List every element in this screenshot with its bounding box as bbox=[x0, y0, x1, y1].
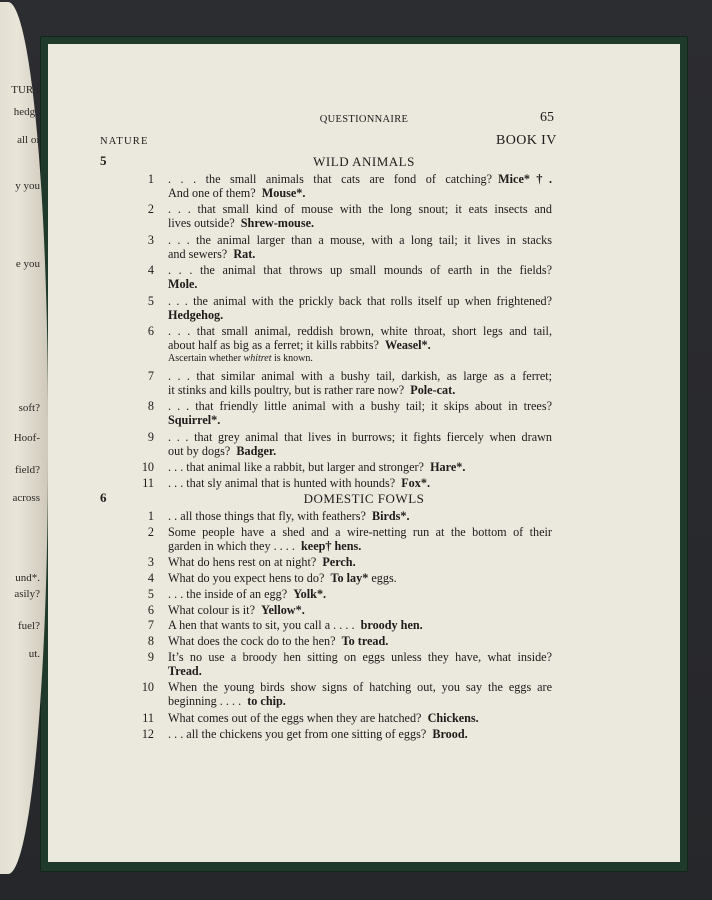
question-line: . . . that small animal, reddish brown, white throat, short legs and tail, bbox=[168, 324, 552, 338]
question-number: 5 bbox=[147, 586, 154, 601]
left-fragment: soft? bbox=[18, 402, 40, 414]
answer: Squirrel*. bbox=[168, 413, 221, 428]
question-line: beginning . . . . to chip. bbox=[168, 694, 286, 709]
answer: Pole-cat. bbox=[410, 383, 456, 397]
answer: Mole. bbox=[168, 277, 198, 292]
question-text bbox=[168, 263, 552, 291]
question-line: What does the cock do to the hen? To tread. bbox=[168, 634, 389, 649]
question-line: . . . the inside of an egg? Yolk*. bbox=[168, 586, 327, 601]
question-number: 6 bbox=[147, 602, 154, 617]
question-line: . . . the animal larger than a mouse, with a long tail; it lives in stacks bbox=[168, 232, 552, 247]
answer: Weasel*. bbox=[384, 338, 431, 352]
answer: Mouse*. bbox=[261, 186, 306, 200]
left-fragment: all or bbox=[17, 134, 40, 146]
question-number: 9 bbox=[147, 429, 154, 444]
left-fragment: field? bbox=[14, 464, 40, 476]
question-number: 1 bbox=[147, 509, 154, 523]
question-line: . . . the animal that throws up small mounds of earth in the fields? bbox=[168, 263, 552, 278]
left-fragment: und*. bbox=[15, 572, 40, 584]
question-number: 4 bbox=[147, 263, 154, 278]
question-text bbox=[168, 650, 552, 678]
left-fragment: across bbox=[12, 492, 40, 504]
question-number: 5 bbox=[147, 293, 154, 308]
question-text bbox=[168, 509, 552, 523]
book-page bbox=[48, 44, 680, 862]
question-number: 7 bbox=[147, 369, 154, 383]
question-line: And one of them? Mouse*. bbox=[168, 186, 306, 200]
left-fragment: Hoof- bbox=[13, 432, 40, 444]
answer: Yellow*. bbox=[261, 602, 305, 617]
question-line: . . all those things that fly, with feathers? Birds*. bbox=[168, 509, 410, 523]
section-title: DOMESTIC FOWLS bbox=[303, 491, 425, 506]
question-line: What do you expect hens to do? To lay* eggs. bbox=[168, 571, 397, 585]
answer: To lay* bbox=[330, 571, 369, 585]
left-fragment: fuel? bbox=[18, 620, 40, 632]
answer: Hedgehog. bbox=[168, 307, 224, 322]
section-number: 5 bbox=[100, 153, 107, 168]
question-line: What colour is it? Yellow*. bbox=[168, 602, 305, 617]
question-number: 10 bbox=[141, 460, 154, 475]
answer: Shrew-mouse. bbox=[240, 216, 315, 231]
question-text bbox=[168, 603, 552, 617]
question-note: Ascertain whether whitret is known. bbox=[168, 353, 313, 364]
running-head: QUESTIONNAIRE bbox=[319, 114, 409, 125]
question-text bbox=[168, 294, 552, 322]
section-number: 6 bbox=[100, 490, 107, 505]
answer: Chickens. bbox=[427, 710, 479, 725]
question-text bbox=[168, 555, 552, 569]
left-fragment: y you bbox=[15, 180, 40, 192]
question-text bbox=[168, 711, 552, 725]
question-number: 2 bbox=[147, 202, 154, 217]
question-line bbox=[168, 664, 552, 678]
question-number: 6 bbox=[147, 324, 154, 338]
answer: Perch. bbox=[322, 555, 356, 570]
answer: To tread. bbox=[341, 634, 389, 649]
question-line: about half as big as a ferret; it kills rabbits? Weasel*. bbox=[168, 338, 431, 352]
question-number: 12 bbox=[141, 726, 154, 741]
answer: broody hen. bbox=[360, 618, 423, 633]
question-line: . . . all the chickens you get from one sitting of eggs? Brood. bbox=[168, 726, 468, 741]
left-fragment: hedge bbox=[13, 106, 40, 118]
question-text bbox=[168, 571, 552, 585]
answer: Tread. bbox=[168, 664, 202, 678]
answer: Fox*. bbox=[401, 476, 431, 490]
answer: Mice*†. bbox=[498, 172, 552, 186]
question-line: What do hens rest on at night? Perch. bbox=[168, 555, 356, 570]
question-line: garden in which they . . . . keep† hens. bbox=[168, 538, 362, 553]
question-text bbox=[168, 172, 552, 200]
question-number: 1 bbox=[147, 172, 154, 186]
question-text bbox=[168, 525, 552, 553]
question-line: . . . that grey animal that lives in burrows; it fights fiercely when drawn bbox=[168, 429, 552, 444]
answer: Hare*. bbox=[430, 460, 466, 475]
answer: Brood. bbox=[432, 726, 468, 741]
question-text bbox=[168, 399, 552, 427]
question-text bbox=[168, 233, 552, 261]
question-line: . . . that sly animal that is hunted with hounds? Fox*. bbox=[168, 476, 431, 490]
answer: Birds*. bbox=[371, 509, 410, 523]
left-fragment: TURE bbox=[11, 84, 40, 96]
question-line bbox=[168, 277, 552, 291]
book-label: BOOK IV bbox=[496, 133, 557, 148]
question-line: Some people have a shed and a wire-netting run at the bottom of their bbox=[168, 524, 552, 539]
left-fragment: e you bbox=[15, 258, 40, 270]
answer: Badger. bbox=[236, 443, 277, 458]
section-title: WILD ANIMALS bbox=[313, 154, 415, 169]
question-line: . . . the animal with the prickly back that rolls itself up when frightened? bbox=[168, 293, 552, 308]
question-line: . . . that friendly little animal with a bushy tail; it skips about in trees? bbox=[168, 399, 552, 414]
question-number: 8 bbox=[147, 399, 154, 414]
answer: keep† hens. bbox=[301, 538, 362, 553]
question-text bbox=[168, 587, 552, 601]
question-text bbox=[168, 618, 552, 632]
question-line bbox=[168, 308, 552, 322]
question-line: lives outside? Shrew-mouse. bbox=[168, 216, 315, 231]
question-number: 8 bbox=[147, 634, 154, 649]
question-line: A hen that wants to sit, you call a . . . . broody hen. bbox=[168, 618, 423, 633]
question-number: 10 bbox=[141, 680, 154, 695]
page-number: 65 bbox=[540, 110, 554, 125]
question-line: . . . the small animals that cats are fond of catching? Mice*†. bbox=[168, 172, 552, 186]
question-number: 3 bbox=[147, 232, 154, 247]
question-line: . . . that similar animal with a bushy tail, darkish, as large as a ferret; bbox=[168, 369, 552, 383]
question-text bbox=[168, 324, 552, 366]
question-line: it stinks and kills poultry, but is rather rare now? Pole-cat. bbox=[168, 383, 456, 397]
question-number: 7 bbox=[147, 618, 154, 633]
left-fragment: ut. bbox=[28, 648, 40, 660]
question-number: 3 bbox=[147, 555, 154, 570]
question-text bbox=[168, 634, 552, 648]
question-text bbox=[168, 727, 552, 741]
question-line bbox=[168, 413, 552, 427]
question-line: When the young birds show signs of hatching out, you say the eggs are bbox=[168, 680, 552, 695]
answer: to chip. bbox=[247, 694, 286, 709]
question-line: and sewers? Rat. bbox=[168, 246, 256, 261]
section-label: NATURE bbox=[100, 136, 149, 147]
question-text bbox=[168, 369, 552, 397]
question-text bbox=[168, 430, 552, 458]
question-text bbox=[168, 680, 552, 708]
answer: Rat. bbox=[233, 246, 256, 261]
question-text bbox=[168, 476, 552, 490]
question-number: 11 bbox=[142, 476, 154, 490]
question-number: 9 bbox=[147, 650, 154, 664]
question-line: It’s no use a broody hen sitting on eggs unless they have, what inside? bbox=[168, 650, 552, 664]
question-number: 2 bbox=[147, 524, 154, 539]
question-text bbox=[168, 202, 552, 230]
question-number: 11 bbox=[142, 710, 154, 725]
question-line: What comes out of the eggs when they are hatched? Chickens. bbox=[168, 710, 479, 725]
question-number: 4 bbox=[147, 571, 154, 585]
answer: Yolk*. bbox=[293, 586, 327, 601]
left-fragment: asily? bbox=[14, 588, 40, 600]
question-text bbox=[168, 460, 552, 474]
question-line: . . . that animal like a rabbit, but larger and stronger? Hare*. bbox=[168, 460, 466, 475]
question-line: out by dogs? Badger. bbox=[168, 443, 277, 458]
question-line: . . . that small kind of mouse with the long snout; it eats insects and bbox=[168, 202, 552, 217]
